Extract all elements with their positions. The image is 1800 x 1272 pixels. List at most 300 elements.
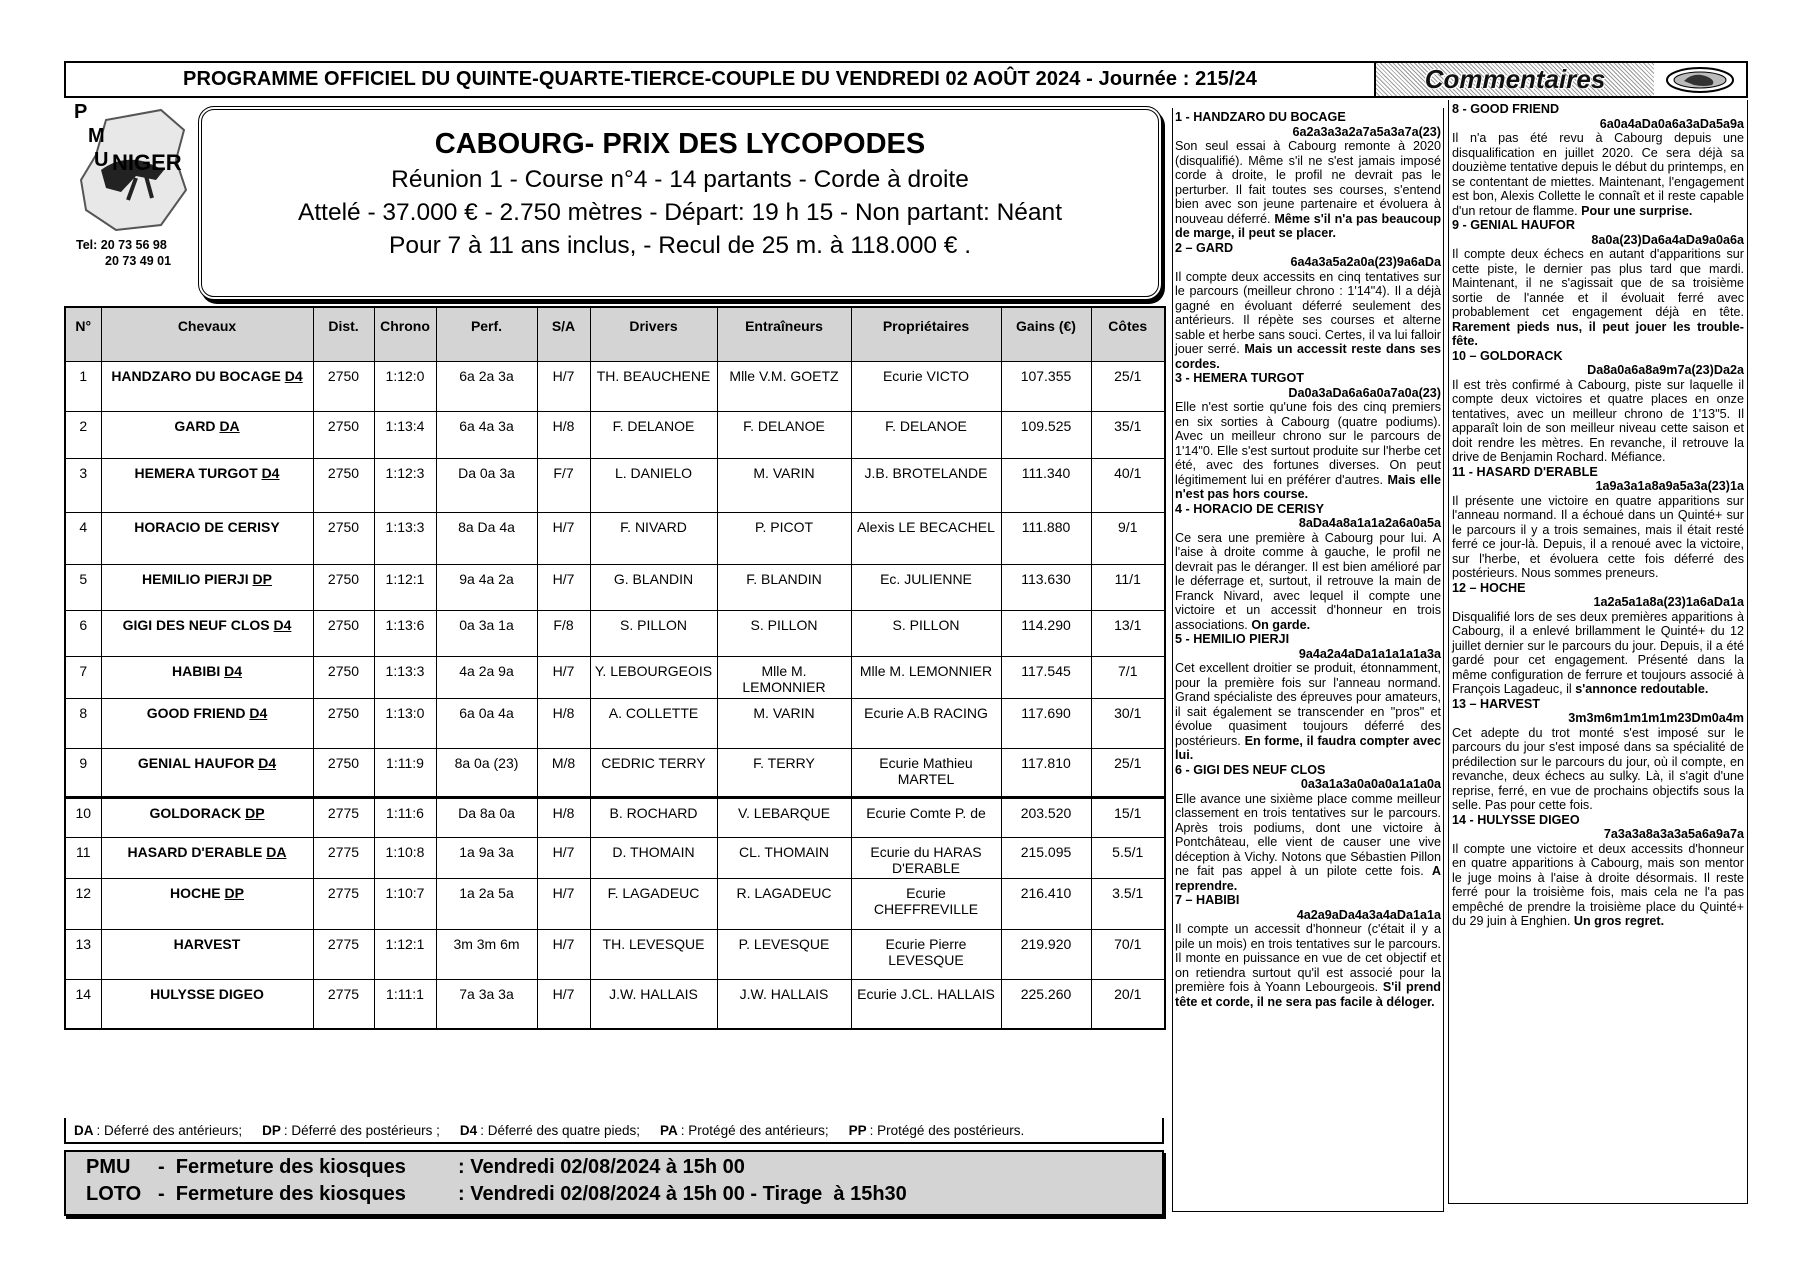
comment-entry: [1175, 371, 1441, 502]
comment-form-code: 8aDa4a8a1a1a2a6a0a5a: [1298, 516, 1441, 530]
comment-form-code: 8a0a(23)Da6a4aDa9a0a6a: [1591, 232, 1744, 247]
horse-name: GOOD FRIEND: [146, 704, 246, 721]
logo-niger: NIGER: [112, 150, 182, 175]
cell-dist: 2775: [313, 797, 374, 837]
cell-driver: D. THOMAIN: [590, 837, 717, 878]
cell-trainer: CL. THOMAIN: [717, 837, 851, 878]
comment-verdict: S'il prend tête et corde, il ne sera pas facile à déloger.: [1175, 980, 1441, 1009]
cell-cote: 70/1: [1091, 929, 1165, 979]
cell-sa: M/8: [537, 748, 590, 797]
legend-text: : Protégé des antérieurs;: [680, 1122, 829, 1138]
comment-horse-title: 3 - HEMERA TURGOT: [1175, 371, 1304, 385]
cell-name: [101, 797, 313, 837]
cell-owner: Ecurie Mathieu MARTEL: [851, 748, 1001, 797]
table-row: [65, 837, 1165, 878]
cell-chrono: 1:11:9: [374, 748, 436, 797]
pmu-niger-logo: [66, 100, 196, 240]
cell-cote: 7/1: [1091, 656, 1165, 698]
column-header: Chevaux: [101, 307, 313, 361]
comment-form-code: 6a0a4aDa0a6a3aDa5a9a: [1599, 116, 1744, 131]
shoeing-code: DA: [266, 843, 287, 860]
comment-horse-title: 9 - GENIAL HAUFOR: [1452, 218, 1575, 232]
cell-name: [101, 610, 313, 656]
cell-name: [101, 837, 313, 878]
cell-chrono: 1:12:1: [374, 929, 436, 979]
shoeing-code: DP: [245, 804, 265, 821]
cell-cote: 13/1: [1091, 610, 1165, 656]
programme-title: PROGRAMME OFFICIEL DU QUINTE-QUARTE-TIERCE-COUPLE DU VENDREDI 02 AOÛT 2024 - Journée : 215/24: [64, 61, 1376, 98]
cell-name: [101, 656, 313, 698]
cell-trainer: Mlle M. LEMONNIER: [717, 656, 851, 698]
comment-text: Il compte un accessit d'honneur (c'était il y a pile un mois) en trois tentatives sur le parcours. Il monte en puissance en vue de cet objectif et on retiendra surtout qu'il est associé pour la première fois à Yoann Lebourgeois.: [1175, 922, 1441, 994]
cell-n: 3: [65, 458, 101, 512]
cell-owner: Ecurie A.B RACING: [851, 698, 1001, 748]
shoeing-code: D4: [284, 367, 303, 384]
cell-sa: H/8: [537, 698, 590, 748]
comment-horse-title: 8 - GOOD FRIEND: [1452, 102, 1560, 116]
cell-gains: 216.410: [1001, 878, 1091, 929]
cell-gains: 114.290: [1001, 610, 1091, 656]
shoeing-code: DA: [219, 417, 240, 434]
cell-sa: H/8: [537, 411, 590, 458]
shoeing-code: D4: [261, 464, 280, 481]
cell-perf: 8a 0a (23): [436, 748, 537, 797]
cell-gains: 117.810: [1001, 748, 1091, 797]
cell-name: [101, 564, 313, 610]
comment-text: Il n'a pas été revu à Cabourg depuis une disqualification en juillet 2020. Ce sera déjà sa douzième tentative depuis le début du printemps, en se contentant de miettes. Maintenant, l'engagement est bon, Alexis Collette le connaît et il reste capable d'un retour de flamme.: [1452, 131, 1744, 218]
cell-gains: 215.095: [1001, 837, 1091, 878]
comment-text-block: [1452, 610, 1744, 697]
column-header: Propriétaires: [851, 307, 1001, 361]
cell-perf: Da 0a 3a: [436, 458, 537, 512]
comment-text-block: [1175, 661, 1441, 763]
cell-gains: 107.355: [1001, 361, 1091, 411]
column-header: Entraîneurs: [717, 307, 851, 361]
cell-dist: 2750: [313, 512, 374, 564]
cell-n: 8: [65, 698, 101, 748]
cell-n: 9: [65, 748, 101, 797]
cell-trainer: F. TERRY: [717, 748, 851, 797]
comment-entry: [1452, 465, 1744, 581]
comment-horse-title: 5 - HEMILIO PIERJI: [1175, 632, 1290, 646]
cell-chrono: 1:13:3: [374, 656, 436, 698]
closing-loto-kiosk: - Fermeture des kiosques: [158, 1183, 406, 1205]
cell-n: 4: [65, 512, 101, 564]
cell-chrono: 1:12:1: [374, 564, 436, 610]
comment-text-block: [1452, 378, 1744, 465]
comment-form-code: 6a2a3a3a2a7a5a3a7a(23): [1292, 124, 1441, 139]
cell-perf: 0a 3a 1a: [436, 610, 537, 656]
closing-loto-time: : Vendredi 02/08/2024 à 15h 00 - Tirage à 15h30: [458, 1183, 907, 1205]
comment-text-block: [1452, 726, 1744, 813]
comment-entry: [1175, 502, 1441, 633]
horse-name: GOLDORACK: [149, 804, 242, 821]
cell-perf: 1a 2a 5a: [436, 878, 537, 929]
table-row: [65, 878, 1165, 929]
horse-name: HORACIO DE CERISY: [134, 518, 280, 535]
shoeing-legend: [64, 1118, 1164, 1144]
legend-item: [460, 1123, 640, 1138]
cell-trainer: F. DELANOE: [717, 411, 851, 458]
cell-dist: 2750: [313, 458, 374, 512]
comment-verdict: s'annonce redoutable.: [1575, 682, 1709, 696]
column-header: S/A: [537, 307, 590, 361]
column-header: Chrono: [374, 307, 436, 361]
cell-n: 1: [65, 361, 101, 411]
table-row: [65, 797, 1165, 837]
cell-owner: Ecurie du HARAS D'ERABLE: [851, 837, 1001, 878]
cell-name: [101, 512, 313, 564]
cell-owner: J.B. BROTELANDE: [851, 458, 1001, 512]
legend-code: D4: [459, 1122, 478, 1138]
legend-code: PP: [848, 1122, 867, 1138]
comment-verdict: Mais elle n'est pas hors course.: [1175, 472, 1441, 501]
closing-pmu-time: : Vendredi 02/08/2024 à 15h 00: [458, 1156, 745, 1178]
cell-sa: F/7: [537, 458, 590, 512]
cell-dist: 2750: [313, 564, 374, 610]
cell-dist: 2750: [313, 361, 374, 411]
cell-trainer: R. LAGADEUC: [717, 878, 851, 929]
cell-sa: F/8: [537, 610, 590, 656]
cell-trainer: P. PICOT: [717, 512, 851, 564]
cell-owner: Mlle M. LEMONNIER: [851, 656, 1001, 698]
table-row: [65, 979, 1165, 1029]
lonani-logo-icon: [1654, 65, 1746, 95]
cell-trainer: V. LEBARQUE: [717, 797, 851, 837]
race-line-1: Réunion 1 - Course n°4 - 14 partants - Corde à droite: [391, 166, 969, 193]
comment-entry: [1175, 110, 1441, 241]
comment-verdict: Rarement pieds nus, il peut jouer les trouble-fête.: [1452, 319, 1744, 348]
legend-text: : Déferré des quatre pieds;: [480, 1122, 641, 1138]
cell-trainer: S. PILLON: [717, 610, 851, 656]
table-row: [65, 610, 1165, 656]
closing-loto-label: LOTO: [86, 1183, 142, 1205]
comment-form-code: 0a3a1a3a0a0a0a1a1a0a: [1300, 777, 1441, 791]
comment-horse-title: 7 – HABIBI: [1175, 893, 1240, 907]
comment-form-code: 7a3a3a8a3a3a5a6a9a7a: [1603, 827, 1744, 841]
cell-dist: 2750: [313, 698, 374, 748]
cell-driver: L. DANIELO: [590, 458, 717, 512]
cell-dist: 2775: [313, 837, 374, 878]
cell-dist: 2775: [313, 929, 374, 979]
legend-item: [660, 1123, 829, 1138]
comments-column-1: [1172, 108, 1444, 1212]
comment-form-code: Da8a0a6a8a9m7a(23)Da2a: [1587, 363, 1744, 377]
cell-name: [101, 929, 313, 979]
cell-chrono: 1:11:1: [374, 979, 436, 1029]
shoeing-code: DP: [252, 570, 272, 587]
cell-driver: TH. BEAUCHENE: [590, 361, 717, 411]
table-header-row: [65, 307, 1165, 361]
cell-n: 14: [65, 979, 101, 1029]
comment-form-code: 9a4a2a4aDa1a1a1a1a3a: [1298, 646, 1441, 661]
cell-n: 7: [65, 656, 101, 698]
comment-form-code: 1a2a5a1a8a(23)1a6aDa1a: [1593, 595, 1744, 609]
cell-n: 12: [65, 878, 101, 929]
cell-perf: 1a 9a 3a: [436, 837, 537, 878]
comment-horse-title: 14 - HULYSSE DIGEO: [1452, 812, 1580, 827]
race-info-box: [198, 106, 1162, 300]
comment-verdict: On garde.: [1251, 617, 1311, 632]
cell-trainer: M. VARIN: [717, 698, 851, 748]
comment-text-block: [1175, 531, 1441, 633]
cell-perf: 6a 4a 3a: [436, 411, 537, 458]
cell-perf: 4a 2a 9a: [436, 656, 537, 698]
cell-sa: H/7: [537, 878, 590, 929]
closing-row-pmu: [86, 1156, 1162, 1183]
cell-cote: 30/1: [1091, 698, 1165, 748]
cell-driver: B. ROCHARD: [590, 797, 717, 837]
horse-name: GENIAL HAUFOR: [137, 754, 255, 771]
cell-name: [101, 458, 313, 512]
comment-verdict: Un gros regret.: [1573, 914, 1665, 928]
comment-text-block: [1452, 842, 1744, 929]
logo-letter-p: P: [74, 101, 88, 123]
comment-text: Il compte deux accessits en cinq tentatives sur le parcours (meilleur chrono : 1'14"4). Il a déjà gagné en évoluant déferré seulement des antérieurs. Il répète ses courses et alterne sable et herbe sans souci. Certes, il va lui falloir jouer serré.: [1175, 269, 1441, 356]
cell-gains: 117.690: [1001, 698, 1091, 748]
legend-item: [74, 1123, 242, 1138]
comment-text-block: [1175, 400, 1441, 502]
cell-sa: H/7: [537, 512, 590, 564]
comment-entry: [1452, 349, 1744, 465]
comment-entry: [1452, 813, 1744, 929]
comment-text: Il compte une victoire et deux accessits d'honneur en quatre apparitions à Cabourg, mais son mentor le juge moins à l'aise à droite désormais. Il reste ferré pour la troisième fois, mais cela ne l'a pas empêché de prendre la troisième place du Quinté+ du 29 juin à Enghien.: [1452, 841, 1744, 928]
race-title: CABOURG- PRIX DES LYCOPODES: [434, 128, 926, 160]
horse-name: HEMERA TURGOT: [134, 464, 258, 481]
cell-cote: 3.5/1: [1091, 878, 1165, 929]
legend-code: PA: [660, 1122, 678, 1138]
telephone-1: Tel: 20 73 56 98: [76, 238, 167, 252]
cell-perf: 6a 2a 3a: [436, 361, 537, 411]
closing-pmu-label: PMU: [86, 1156, 131, 1178]
column-header: N°: [65, 307, 101, 361]
horse-name: HEMILIO PIERJI: [142, 570, 249, 587]
table-row: [65, 656, 1165, 698]
comment-text: Cet excellent droitier se produit, étonnamment, pour la première fois sur l'anneau normand. Grand spécialiste des épreuves pour amateurs, il sait également se transcender en "pros" et évolue quasiment toujours déferré des postérieurs.: [1175, 661, 1441, 748]
comment-entry: [1175, 241, 1441, 372]
cell-trainer: M. VARIN: [717, 458, 851, 512]
cell-driver: J.W. HALLAIS: [590, 979, 717, 1029]
comment-entry: [1175, 893, 1441, 1009]
cell-n: 11: [65, 837, 101, 878]
comment-text-block: [1175, 139, 1441, 241]
table-row: [65, 458, 1165, 512]
comment-text-block: [1452, 247, 1744, 349]
horse-name: HULYSSE DIGEO: [150, 985, 264, 1002]
column-header: Côtes: [1091, 307, 1165, 361]
comment-text-block: [1175, 922, 1441, 1009]
cell-sa: H/7: [537, 929, 590, 979]
cell-chrono: 1:10:7: [374, 878, 436, 929]
comment-verdict: A reprendre.: [1175, 864, 1442, 893]
cell-cote: 25/1: [1091, 748, 1165, 797]
comment-text: Son seul essai à Cabourg remonte à 2020 (disqualifié). Même s'il ne s'est jamais imposé corde à droite, le profil ne devrait pas le perturber. Il fait toutes ses courses, s'entend bien avec son jeune partenaire et évoluera à nouveau déferré.: [1175, 139, 1441, 226]
comment-verdict: Pour une surprise.: [1581, 203, 1693, 218]
cell-n: 6: [65, 610, 101, 656]
comment-entry: [1452, 581, 1744, 697]
cell-owner: Ecurie J.CL. HALLAIS: [851, 979, 1001, 1029]
table-row: [65, 512, 1165, 564]
cell-driver: CEDRIC TERRY: [590, 748, 717, 797]
comment-form-code: Da0a3aDa6a6a0a7a0a(23): [1288, 385, 1441, 400]
closing-times: [64, 1150, 1164, 1216]
cell-dist: 2775: [313, 878, 374, 929]
comment-form-code: 1a9a3a1a8a9a5a3a(23)1a: [1595, 479, 1744, 493]
comment-text: Il compte deux échecs en autant d'apparitions sur cette piste, le dernier pas plus tard que mardi. Maintenant, il ne s'agissait que de sa troisième sortie de l'année et il évoluait ferré avec probablement cet engagement déjà en tête.: [1452, 247, 1744, 319]
table-row: [65, 698, 1165, 748]
comment-horse-title: 6 - GIGI DES NEUF CLOS: [1175, 762, 1326, 777]
cell-cote: 11/1: [1091, 564, 1165, 610]
cell-driver: F. DELANOE: [590, 411, 717, 458]
cell-name: [101, 979, 313, 1029]
cell-gains: 109.525: [1001, 411, 1091, 458]
cell-owner: Ec. JULIENNE: [851, 564, 1001, 610]
cell-chrono: 1:13:6: [374, 610, 436, 656]
cell-owner: F. DELANOE: [851, 411, 1001, 458]
comment-text: Il est très confirmé à Cabourg, piste sur laquelle il compte deux victoires et quatre places en onze tentatives, avec un meilleur chrono de 1'13"5. Il apparaît loin de son meilleur niveau cette saison et doit rendre les mètres. En revanche, il retrouve la drive de Benjamin Rochard. Méfiance.: [1452, 377, 1744, 464]
cell-driver: A. COLLETTE: [590, 698, 717, 748]
comment-horse-title: 12 – HOCHE: [1452, 580, 1526, 595]
cell-cote: 9/1: [1091, 512, 1165, 564]
horse-name: GIGI DES NEUF CLOS: [122, 616, 270, 633]
table-row: [65, 361, 1165, 411]
comment-verdict: En forme, il faudra compter avec lui.: [1175, 733, 1442, 762]
cell-gains: 113.630: [1001, 564, 1091, 610]
comment-entry: [1175, 632, 1441, 763]
comment-text-block: [1175, 270, 1441, 372]
cell-dist: 2750: [313, 610, 374, 656]
race-line-2: Attelé - 37.000 € - 2.750 mètres - Départ: 19 h 15 - Non partant: Néant: [297, 199, 1062, 226]
cell-sa: H/7: [537, 837, 590, 878]
comment-verdict: Mais un accessit reste dans ses cordes.: [1175, 342, 1442, 371]
cell-chrono: 1:12:0: [374, 361, 436, 411]
comment-horse-title: 1 - HANDZARO DU BOCAGE: [1175, 110, 1346, 124]
comment-text-block: [1175, 792, 1441, 894]
cell-perf: 6a 0a 4a: [436, 698, 537, 748]
horse-name: GARD: [174, 417, 216, 434]
cell-trainer: Mlle V.M. GOETZ: [717, 361, 851, 411]
column-header: Dist.: [313, 307, 374, 361]
comment-text: Disqualifié lors de ses deux premières apparitions à Cabourg, il a enlevé brillamment le Quinté+ du 12 juillet dernier sur le parcours du jour. Depuis, il a été gardé pour cet engagement. Présenté dans la même configuration de ferrure et toujours associé à François Lagadeuc, il: [1452, 609, 1744, 696]
cell-n: 5: [65, 564, 101, 610]
cell-n: 10: [65, 797, 101, 837]
cell-sa: H/7: [537, 979, 590, 1029]
legend-item: [849, 1123, 1025, 1138]
shoeing-code: D4: [273, 616, 292, 633]
cell-driver: TH. LEVESQUE: [590, 929, 717, 979]
cell-driver: F. NIVARD: [590, 512, 717, 564]
legend-code: DP: [262, 1122, 281, 1138]
column-header: Perf.: [436, 307, 537, 361]
cell-sa: H/7: [537, 564, 590, 610]
cell-chrono: 1:11:6: [374, 797, 436, 837]
legend-text: : Déferré des antérieurs;: [96, 1122, 243, 1138]
comment-horse-title: 4 - HORACIO DE CERISY: [1175, 501, 1325, 516]
cell-driver: Y. LEBOURGEOIS: [590, 656, 717, 698]
table-row: [65, 748, 1165, 797]
cell-owner: Ecurie VICTO: [851, 361, 1001, 411]
cell-perf: Da 8a 0a: [436, 797, 537, 837]
cell-trainer: J.W. HALLAIS: [717, 979, 851, 1029]
cell-gains: 117.545: [1001, 656, 1091, 698]
comment-text-block: [1452, 131, 1744, 218]
shoeing-code: D4: [258, 754, 277, 771]
closing-row-loto: [86, 1183, 1162, 1210]
comment-entry: [1452, 218, 1744, 349]
cell-dist: 2775: [313, 979, 374, 1029]
cell-driver: F. LAGADEUC: [590, 878, 717, 929]
cell-gains: 203.520: [1001, 797, 1091, 837]
legend-text: : Protégé des postérieurs.: [869, 1122, 1025, 1138]
shoeing-code: DP: [224, 884, 244, 901]
comment-horse-title: 10 – GOLDORACK: [1452, 348, 1563, 363]
comment-form-code: 6a4a3a5a2a0a(23)9a6aDa: [1290, 255, 1441, 269]
cell-sa: H/7: [537, 361, 590, 411]
cell-chrono: 1:12:3: [374, 458, 436, 512]
cell-cote: 15/1: [1091, 797, 1165, 837]
race-line-3: Pour 7 à 11 ans inclus, - Recul de 25 m. à 118.000 € .: [389, 232, 971, 259]
comment-horse-title: 11 - HASARD D'ERABLE: [1452, 464, 1598, 479]
horse-name: HANDZARO DU BOCAGE: [111, 367, 281, 384]
comment-entry: [1452, 697, 1744, 813]
cell-owner: Ecurie Pierre LEVESQUE: [851, 929, 1001, 979]
cell-dist: 2750: [313, 656, 374, 698]
comment-text: Cet adepte du trot monté s'est imposé sur le parcours du jour s'est imposé dans sa spécialité de prédilection sur le parcours du jour, où il compte, en revanche, deux échecs au sulky. Là, il s'agit d'une reprise, ferré, en vue de prochains objectifs sous la selle. Pas pour cette fois.: [1452, 725, 1744, 812]
cell-chrono: 1:10:8: [374, 837, 436, 878]
cell-name: [101, 361, 313, 411]
table-row: [65, 929, 1165, 979]
cell-dist: 2750: [313, 411, 374, 458]
comments-header: [1376, 61, 1748, 98]
cell-owner: S. PILLON: [851, 610, 1001, 656]
cell-trainer: P. LEVESQUE: [717, 929, 851, 979]
telephone-2: 20 73 49 01: [105, 254, 172, 268]
cell-driver: S. PILLON: [590, 610, 717, 656]
cell-name: [101, 698, 313, 748]
table-row: [65, 564, 1165, 610]
comments-column-2: [1448, 100, 1748, 1204]
comments-title: Commentaires: [1376, 63, 1654, 96]
legend-item: [262, 1123, 440, 1138]
legend-code: DA: [74, 1122, 94, 1138]
logo-letter-u: U: [94, 149, 109, 171]
cell-perf: 9a 4a 2a: [436, 564, 537, 610]
comment-form-code: 3m3m6m1m1m1m23Dm0a4m: [1568, 711, 1744, 725]
cell-perf: 3m 3m 6m: [436, 929, 537, 979]
horse-name: HOCHE: [170, 884, 221, 901]
comment-text: Il présente une victoire en quatre apparitions sur l'anneau normand. Il a échoué dans un Quinté+ sur le parcours il y a trois semaines, mais il était resté ferré ce jour-là. Depuis, il a renoué avec la victoire, sur l'herbe, et évoluera cette fois déferré des postérieurs. Nous sommes preneurs.: [1452, 493, 1744, 580]
legend-text: : Déferré des postérieurs ;: [283, 1122, 440, 1138]
comment-entry: [1452, 102, 1744, 218]
comment-text: Elle avance une sixième place comme meilleur classement en trois tentatives sur le parcours. Après trois podiums, dont une victoire à Pontchâteau, elle vient de causer une vive déception à Vichy. Notons que Sébastien Pillon ne fait pas appel à un pilote cette fois.: [1175, 791, 1441, 878]
comment-text: Ce sera une première à Cabourg pour lui. A l'aise à droite comme à gauche, le profil ne devrait pas le déranger. Il est bien amélioré par le déferrage et, surtout, il retrouve la main de Franck Nivard, avec lequel il compte une victoire et un accessit d'honneur en trois associations.: [1175, 530, 1441, 632]
cell-cote: 25/1: [1091, 361, 1165, 411]
cell-n: 2: [65, 411, 101, 458]
comment-form-code: 4a2a9aDa4a3a4aDa1a1a: [1296, 907, 1441, 922]
column-header: Drivers: [590, 307, 717, 361]
cell-owner: Ecurie Comte P. de: [851, 797, 1001, 837]
horse-name: HABIBI: [171, 662, 221, 679]
logo-letter-m: M: [88, 125, 105, 147]
comment-horse-title: 13 – HARVEST: [1452, 696, 1540, 711]
telephone-block: [76, 237, 171, 269]
shoeing-code: D4: [224, 662, 243, 679]
column-header: Gains (€): [1001, 307, 1091, 361]
runners-table-wrap: [64, 306, 1164, 1030]
cell-cote: 35/1: [1091, 411, 1165, 458]
cell-sa: H/7: [537, 656, 590, 698]
cell-chrono: 1:13:4: [374, 411, 436, 458]
